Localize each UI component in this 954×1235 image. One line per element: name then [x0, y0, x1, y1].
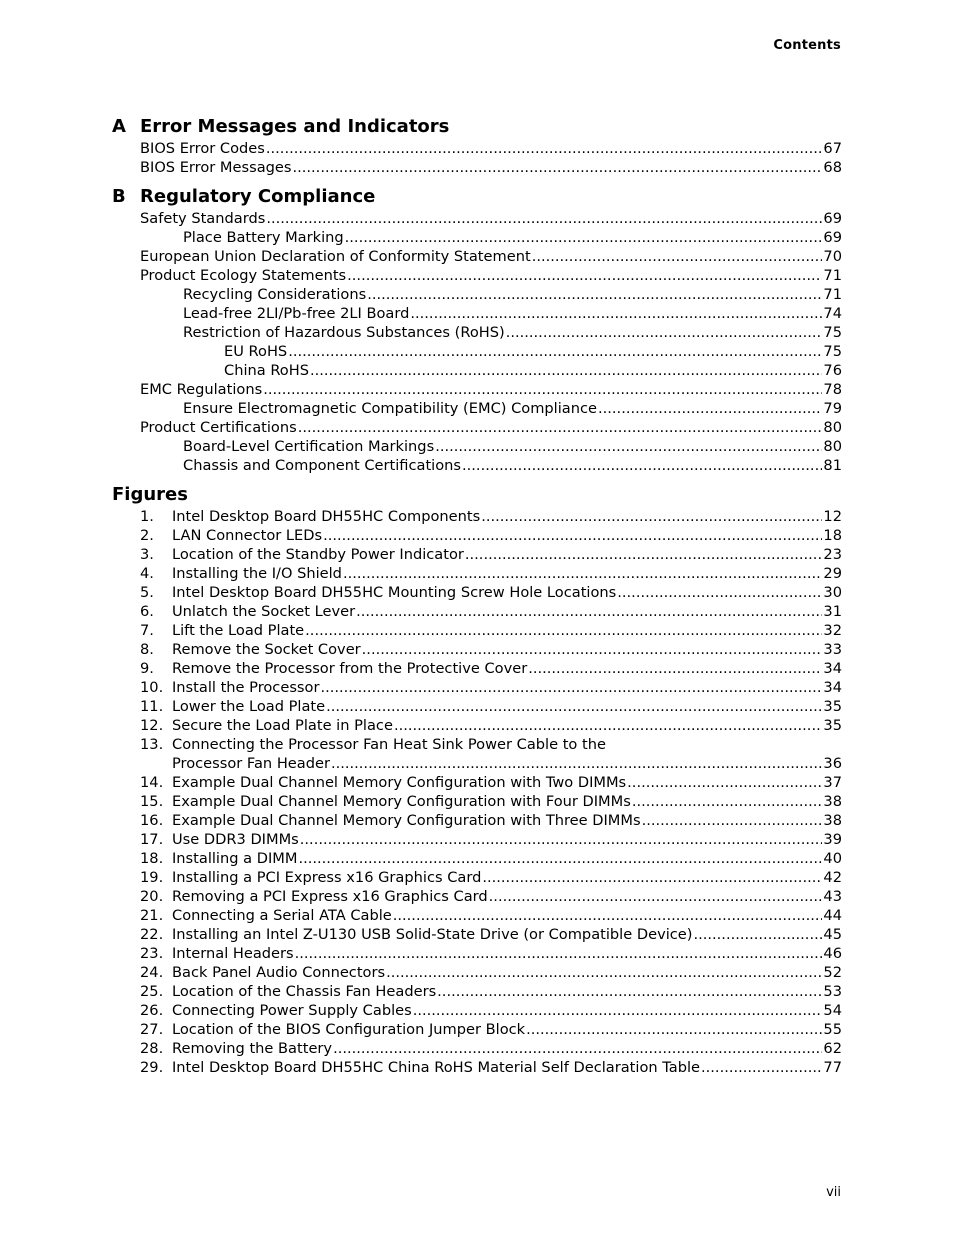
figure-entry[interactable] [112, 621, 842, 640]
toc-entry-text: Product Ecology Statements [140, 267, 347, 284]
figure-entry[interactable] [112, 1039, 842, 1058]
dot-leader [410, 304, 822, 323]
dot-leader [481, 507, 822, 526]
figure-number: 25. [140, 983, 164, 1000]
toc-entry[interactable] [112, 304, 842, 323]
running-header: Contents [773, 38, 841, 53]
dot-leader [367, 285, 822, 304]
figure-entry[interactable] [112, 697, 842, 716]
toc-entry-text: Recycling Considerations [183, 286, 367, 303]
section-title: Regulatory Compliance [140, 185, 376, 207]
page-number: vii [826, 1185, 841, 1200]
toc-entry-page: 69 [823, 229, 842, 246]
figure-title: Connecting a Serial ATA Cable [172, 907, 392, 924]
figure-title: Lower the Load Plate [172, 698, 326, 715]
toc-entry-page: 80 [823, 438, 842, 455]
dot-leader [266, 209, 822, 228]
figure-entry[interactable] [112, 640, 842, 659]
toc-entry-text: BIOS Error Codes [140, 140, 265, 157]
figure-entry[interactable] [112, 963, 842, 982]
toc-entry-text: EU RoHS [224, 343, 288, 360]
section-b-heading [112, 183, 842, 209]
toc-entry-page: 80 [823, 419, 842, 436]
figure-entry[interactable] [112, 868, 842, 887]
figure-title: Unlatch the Socket Lever [172, 603, 356, 620]
figures-heading: Figures [112, 483, 188, 505]
figure-page: 45 [823, 926, 842, 943]
figure-page: 52 [823, 964, 842, 981]
figure-page: 12 [823, 508, 842, 525]
figure-title: Location of the Chassis Fan Headers [172, 983, 437, 1000]
figure-title: Removing a PCI Express x16 Graphics Card [172, 888, 488, 905]
dot-leader [598, 399, 822, 418]
dot-leader [362, 640, 823, 659]
dot-leader [323, 526, 822, 545]
figure-page: 30 [823, 584, 842, 601]
figure-number: 10. [140, 679, 164, 696]
figure-page: 33 [823, 641, 842, 658]
figure-number: 16. [140, 812, 164, 829]
toc-entry[interactable] [112, 323, 842, 342]
figure-number: 6. [140, 603, 154, 620]
figure-page: 34 [823, 660, 842, 677]
figure-title: Example Dual Channel Memory Configuration with Three DIMMs [172, 812, 641, 829]
figure-number: 3. [140, 546, 154, 563]
toc-entry-page: 68 [823, 159, 842, 176]
figure-page: 36 [823, 755, 842, 772]
figure-entry[interactable] [112, 792, 842, 811]
figure-number: 17. [140, 831, 164, 848]
figure-title: Internal Headers [172, 945, 294, 962]
figure-page: 35 [823, 717, 842, 734]
toc-entry-page: 76 [823, 362, 842, 379]
figure-number: 22. [140, 926, 164, 943]
dot-leader [331, 754, 822, 773]
toc-entry-page: 79 [823, 400, 842, 417]
figure-number: 14. [140, 774, 164, 791]
figure-page: 35 [823, 698, 842, 715]
dot-leader [292, 158, 822, 177]
figure-title: Processor Fan Header [172, 755, 330, 772]
dot-leader [632, 792, 823, 811]
figure-number: 28. [140, 1040, 164, 1057]
figure-number: 11. [140, 698, 164, 715]
figure-page: 46 [823, 945, 842, 962]
dot-leader [295, 944, 823, 963]
figure-entry[interactable] [112, 659, 842, 678]
dot-leader [343, 564, 822, 583]
toc-entry-page: 81 [823, 457, 842, 474]
toc-content [112, 113, 842, 1077]
toc-entry-text: European Union Declaration of Conformity Statement [140, 248, 531, 265]
figure-page: 53 [823, 983, 842, 1000]
figure-entry[interactable] [112, 830, 842, 849]
dot-leader [465, 545, 823, 564]
figure-page: 44 [823, 907, 842, 924]
toc-entry[interactable] [112, 361, 842, 380]
dot-leader [482, 868, 822, 887]
dot-leader [462, 456, 822, 475]
dot-leader [347, 266, 822, 285]
figure-list [112, 507, 842, 1077]
dot-leader [345, 228, 823, 247]
figure-number: 9. [140, 660, 154, 677]
figure-page: 37 [823, 774, 842, 791]
figure-number: 24. [140, 964, 164, 981]
figure-number: 27. [140, 1021, 164, 1038]
figure-title: Installing a DIMM [172, 850, 298, 867]
dot-leader [435, 437, 822, 456]
figure-page: 62 [823, 1040, 842, 1057]
figure-title: Installing an Intel Z-U130 USB Solid-State Drive (or Compatible Device) [172, 926, 693, 943]
dot-leader [298, 849, 822, 868]
figure-entry[interactable] [112, 906, 842, 925]
dot-leader [701, 1058, 822, 1077]
toc-entry-text: Board-Level Certification Markings [183, 438, 435, 455]
figure-page: 43 [823, 888, 842, 905]
toc-entry-text: Product Certifications [140, 419, 297, 436]
toc-entry[interactable] [112, 437, 842, 456]
dot-leader [532, 247, 823, 266]
toc-entry[interactable] [112, 266, 842, 285]
figure-entry[interactable] [112, 583, 842, 602]
figure-page: 18 [823, 527, 842, 544]
dot-leader [506, 323, 823, 342]
figure-number: 5. [140, 584, 154, 601]
figure-number: 20. [140, 888, 164, 905]
dot-leader [693, 925, 822, 944]
toc-entry[interactable] [112, 209, 842, 228]
dot-leader [356, 602, 822, 621]
figure-entry[interactable] [112, 944, 842, 963]
section-letter: B [112, 185, 126, 207]
figure-page: 38 [823, 812, 842, 829]
figure-entry[interactable] [112, 887, 842, 906]
figure-number: 4. [140, 565, 154, 582]
figure-number: 19. [140, 869, 164, 886]
toc-entry-text: Safety Standards [140, 210, 266, 227]
figure-page: 42 [823, 869, 842, 886]
dot-leader [326, 697, 822, 716]
toc-entry-page: 71 [823, 286, 842, 303]
figure-entry[interactable] [112, 526, 842, 545]
figure-entry[interactable] [112, 1020, 842, 1039]
figure-title-line1: Connecting the Processor Fan Heat Sink Power Cable to the [172, 736, 606, 753]
dot-leader [437, 982, 822, 1001]
figure-title: Intel Desktop Board DH55HC Components [172, 508, 481, 525]
figure-number: 29. [140, 1059, 164, 1076]
toc-entry[interactable] [112, 139, 842, 158]
figure-title: Intel Desktop Board DH55HC Mounting Screw Hole Locations [172, 584, 617, 601]
toc-entry-page: 75 [823, 343, 842, 360]
figure-title: Example Dual Channel Memory Configuration with Two DIMMs [172, 774, 627, 791]
toc-entry[interactable] [112, 342, 842, 361]
figure-entry[interactable] [112, 849, 842, 868]
figure-page: 55 [823, 1021, 842, 1038]
figure-entry[interactable] [112, 811, 842, 830]
toc-entry-page: 71 [823, 267, 842, 284]
dot-leader [528, 659, 822, 678]
figure-title: Location of the Standby Power Indicator [172, 546, 464, 563]
dot-leader [489, 887, 823, 906]
figure-entry[interactable] [112, 982, 842, 1001]
dot-leader [263, 380, 822, 399]
dot-leader [288, 342, 822, 361]
figure-entry[interactable] [112, 545, 842, 564]
toc-entry-text: Ensure Electromagnetic Compatibility (EMC) Compliance [183, 400, 597, 417]
figure-entry-line1[interactable] [112, 735, 842, 754]
dot-leader [305, 621, 822, 640]
dot-leader [386, 963, 822, 982]
dot-leader [298, 418, 823, 437]
figure-page: 32 [823, 622, 842, 639]
figure-entry[interactable] [112, 507, 842, 526]
toc-entry-text: Place Battery Marking [183, 229, 344, 246]
figure-entry[interactable] [112, 602, 842, 621]
toc-entry-page: 70 [823, 248, 842, 265]
toc-entry-text: Lead-free 2LI/Pb-free 2LI Board [183, 305, 410, 322]
toc-entry[interactable] [112, 418, 842, 437]
toc-entry[interactable] [112, 285, 842, 304]
figure-number: 26. [140, 1002, 164, 1019]
figure-number: 8. [140, 641, 154, 658]
dot-leader [393, 906, 823, 925]
dot-leader [300, 830, 823, 849]
dot-leader [526, 1020, 822, 1039]
toc-entry-page: 69 [823, 210, 842, 227]
figure-number: 12. [140, 717, 164, 734]
figure-number: 13. [140, 736, 164, 753]
figure-title: Removing the Battery [172, 1040, 333, 1057]
figure-title: Use DDR3 DIMMs [172, 831, 299, 848]
toc-entry[interactable] [112, 380, 842, 399]
toc-entry[interactable] [112, 247, 842, 266]
figure-page: 54 [823, 1002, 842, 1019]
figure-page: 29 [823, 565, 842, 582]
figure-entry[interactable] [112, 754, 842, 773]
figure-entry[interactable] [112, 1058, 842, 1077]
dot-leader [266, 139, 823, 158]
figure-entry[interactable] [112, 564, 842, 583]
toc-entry-text: BIOS Error Messages [140, 159, 292, 176]
figure-title: Installing the I/O Shield [172, 565, 342, 582]
figure-title: Remove the Socket Cover [172, 641, 361, 658]
toc-entry-text: EMC Regulations [140, 381, 263, 398]
dot-leader [413, 1001, 823, 1020]
dot-leader [627, 773, 822, 792]
dot-leader [320, 678, 822, 697]
figure-title: Back Panel Audio Connectors [172, 964, 386, 981]
toc-entry[interactable] [112, 228, 842, 247]
section-a-heading [112, 113, 842, 139]
figure-entry[interactable] [112, 1001, 842, 1020]
figure-number: 2. [140, 527, 154, 544]
figure-title: Example Dual Channel Memory Configuration with Four DIMMs [172, 793, 631, 810]
figure-entry[interactable] [112, 925, 842, 944]
toc-entry-text: Chassis and Component Certifications [183, 457, 462, 474]
figure-number: 21. [140, 907, 164, 924]
figure-page: 40 [823, 850, 842, 867]
toc-entry-text: Restriction of Hazardous Substances (RoHS) [183, 324, 505, 341]
figure-title: Connecting Power Supply Cables [172, 1002, 412, 1019]
figure-entry[interactable] [112, 678, 842, 697]
toc-entry-page: 75 [823, 324, 842, 341]
dot-leader [642, 811, 823, 830]
dot-leader [310, 361, 822, 380]
toc-entry-page: 67 [823, 140, 842, 157]
figure-title: LAN Connector LEDs [172, 527, 323, 544]
toc-entry-text: China RoHS [224, 362, 309, 379]
section-title: Error Messages and Indicators [140, 115, 450, 137]
figure-number: 23. [140, 945, 164, 962]
figure-title: Remove the Processor from the Protective Cover [172, 660, 528, 677]
figure-page: 39 [823, 831, 842, 848]
figure-entry[interactable] [112, 716, 842, 735]
figure-page: 77 [823, 1059, 842, 1076]
figure-number: 18. [140, 850, 164, 867]
figure-page: 23 [823, 546, 842, 563]
toc-entry[interactable] [112, 158, 842, 177]
toc-entry[interactable] [112, 399, 842, 418]
dot-leader [394, 716, 822, 735]
figure-page: 38 [823, 793, 842, 810]
figure-title: Installing a PCI Express x16 Graphics Card [172, 869, 482, 886]
figure-number: 15. [140, 793, 164, 810]
figure-page: 34 [823, 679, 842, 696]
figure-entry[interactable] [112, 773, 842, 792]
figure-title: Location of the BIOS Configuration Jumper Block [172, 1021, 526, 1038]
figure-title: Lift the Load Plate [172, 622, 305, 639]
figure-number: 7. [140, 622, 154, 639]
toc-entry-page: 74 [823, 305, 842, 322]
dot-leader [333, 1039, 822, 1058]
figure-number: 1. [140, 508, 154, 525]
toc-entry-page: 78 [823, 381, 842, 398]
dot-leader [617, 583, 822, 602]
figure-title: Intel Desktop Board DH55HC China RoHS Material Self Declaration Table [172, 1059, 701, 1076]
figure-title: Secure the Load Plate in Place [172, 717, 393, 734]
section-letter: A [112, 115, 126, 137]
toc-entry[interactable] [112, 456, 842, 475]
figure-page: 31 [823, 603, 842, 620]
figure-title: Install the Processor [172, 679, 320, 696]
